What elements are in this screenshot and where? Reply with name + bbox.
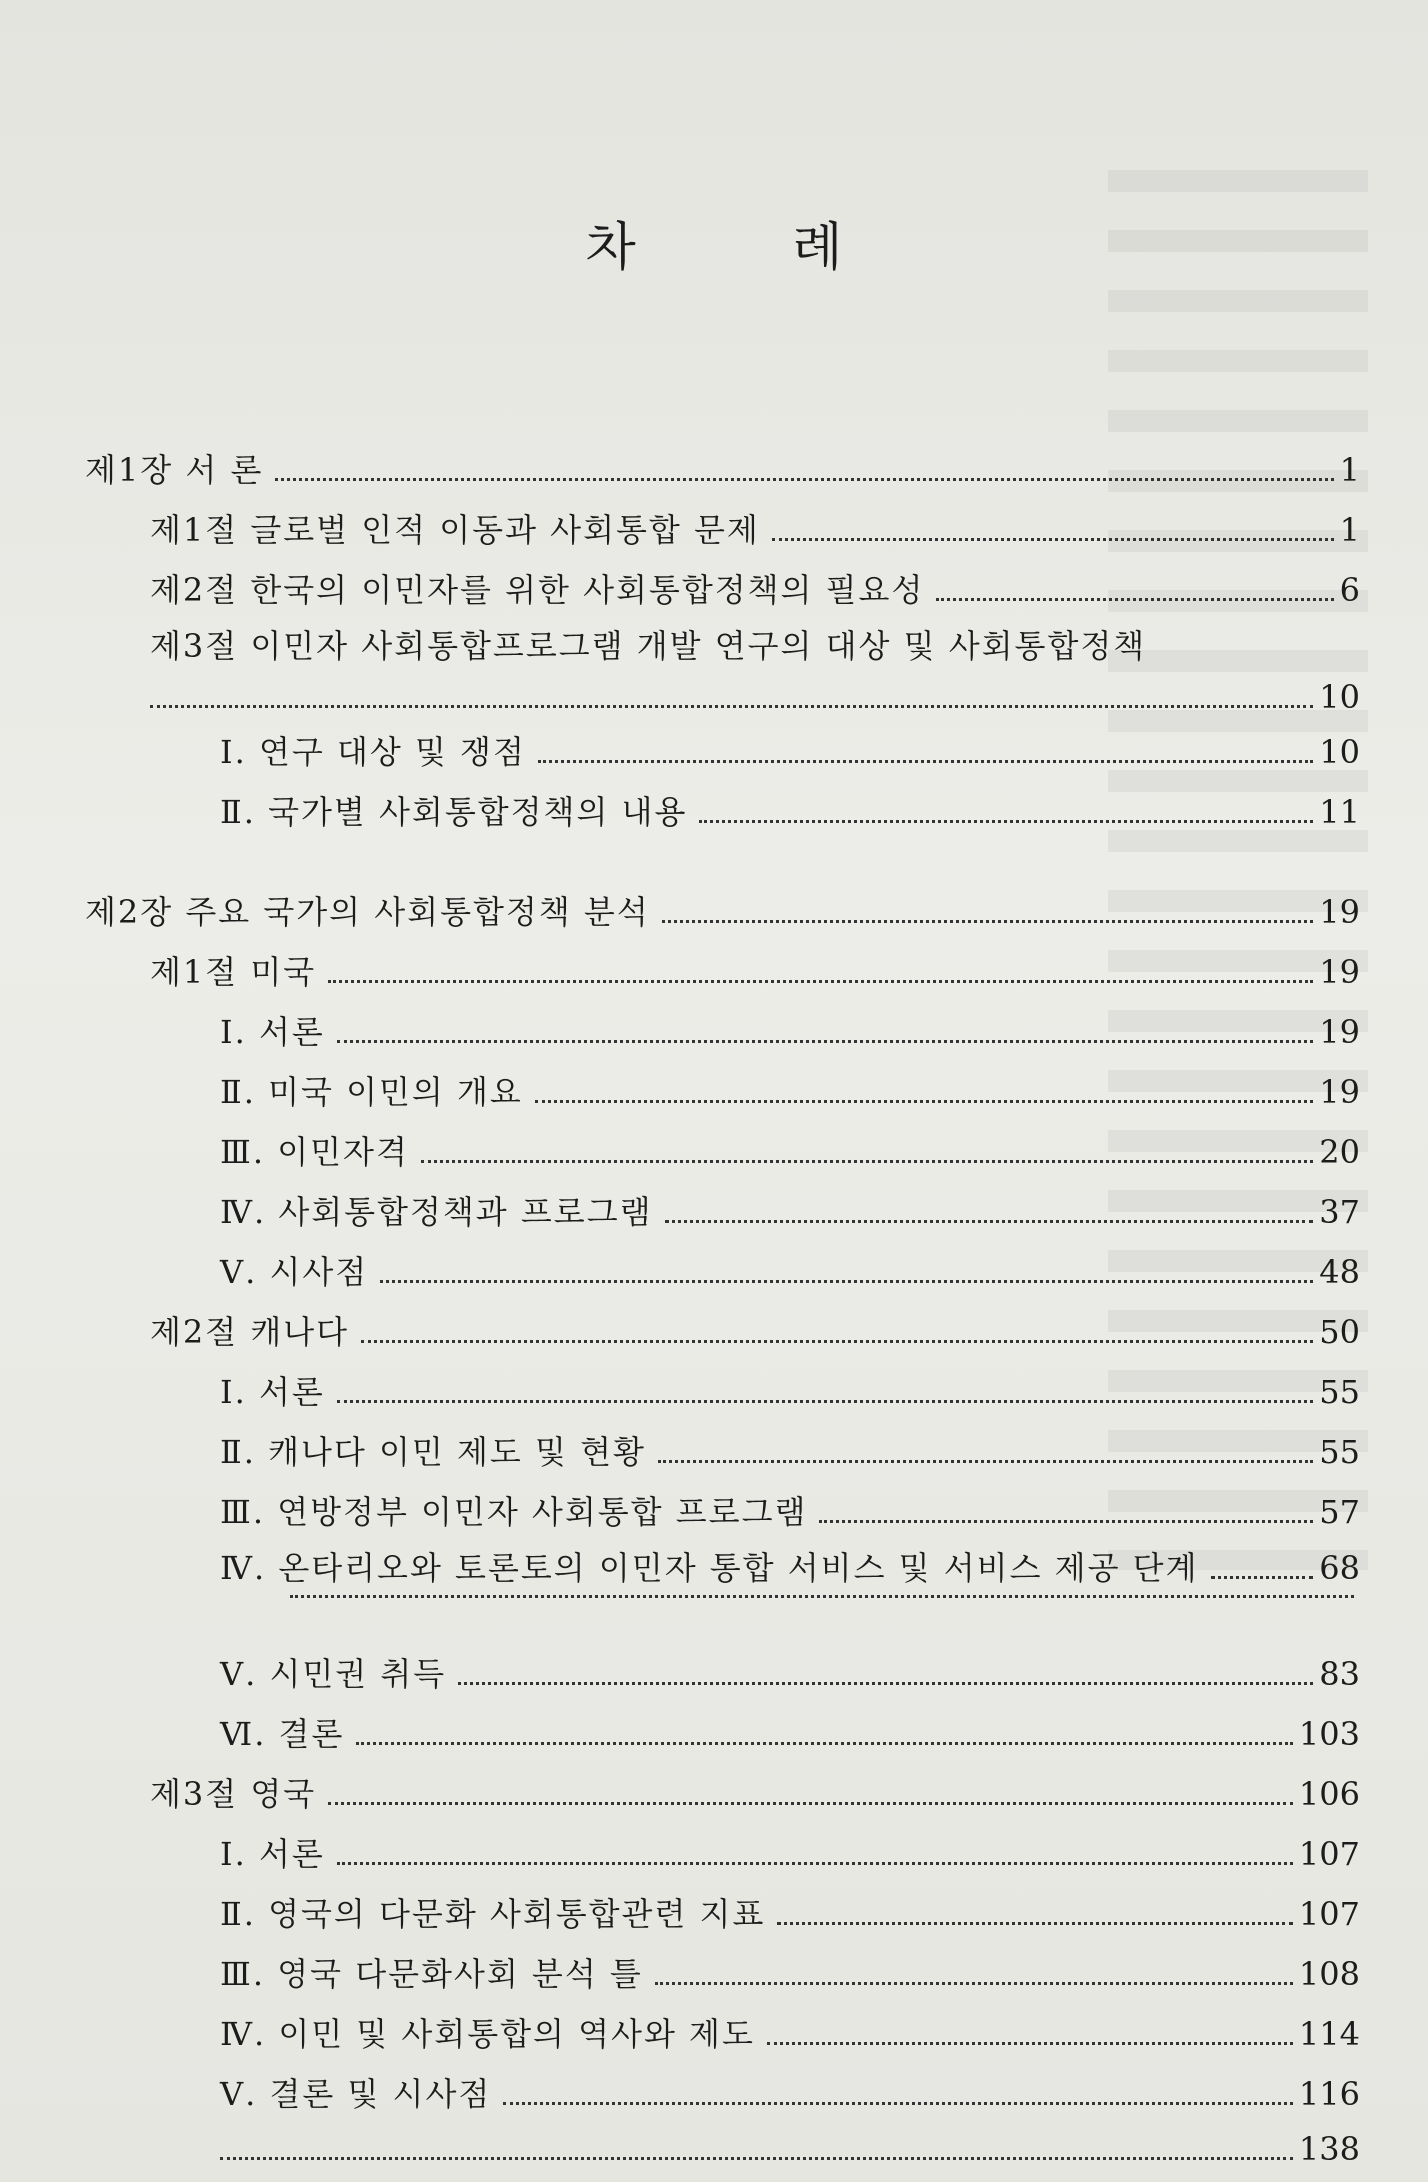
toc-entry-label: 제2장 주요 국가의 사회통합정책 분석 [85,893,650,931]
toc-entry-label: Ⅴ. 시민권 취득 [220,1655,447,1693]
toc-page-number: 116 [1298,2075,1360,2113]
toc-row [85,722,1360,782]
toc-row [85,2064,1360,2124]
dot-leader [535,1099,1313,1103]
toc-page-number: 108 [1298,1955,1360,1993]
dot-leader [380,1279,1313,1283]
toc-entry-label: Ⅱ. 미국 이민의 개요 [220,1073,523,1111]
toc-entry-label: Ⅲ. 이민자격 [220,1133,409,1171]
toc-entry-label: 제1장 서 론 [85,451,264,489]
toc-entry-label: Ⅱ. 캐나다 이민 제도 및 현황 [220,1433,646,1471]
table-of-contents [85,440,1360,2174]
toc-page-number: 114 [1298,2015,1360,2053]
toc-row [85,1764,1360,1824]
toc-entry-label: 제1절 미국 [150,953,317,991]
dot-leader [777,1921,1293,1925]
toc-page-number: 48 [1319,1253,1360,1291]
toc-page-number: 11 [1319,793,1360,831]
toc-row [85,1062,1360,1122]
toc-entry-label: 제2절 한국의 이민자를 위한 사회통합정책의 필요성 [150,571,925,609]
toc-page-number: 103 [1298,1715,1360,1753]
toc-page-number: 20 [1319,1133,1360,1171]
toc-entry-label: Ⅰ. 서론 [220,1013,325,1051]
toc-entry-label: Ⅴ. 시사점 [220,1253,369,1291]
dot-leader [1211,1575,1314,1579]
toc-page-number: 106 [1298,1775,1360,1813]
toc-row [85,560,1360,620]
spacer [85,842,1360,882]
dot-leader [337,1399,1313,1403]
dot-leader [275,477,1333,481]
toc-row [85,1122,1360,1182]
dot-leader [328,979,1313,983]
toc-page-number: 107 [1298,1895,1360,1933]
toc-row [85,1944,1360,2004]
dot-leader [290,1594,1354,1598]
toc-entry-label: 제3절 이민자 사회통합프로그램 개발 연구의 대상 및 사회통합정책 [150,627,1147,665]
toc-row [85,1482,1360,1542]
toc-page-number: 68 [1319,1549,1360,1587]
toc-row-continuation [85,672,1360,722]
toc-page-number: 19 [1319,1013,1360,1051]
dot-leader [767,2041,1293,2045]
dot-leader [655,1981,1293,1985]
dot-leader [328,1801,1293,1805]
toc-entry-label: Ⅲ. 연방정부 이민자 사회통합 프로그램 [220,1493,808,1531]
dot-leader [337,1861,1293,1865]
toc-row [85,782,1360,842]
toc-entry-label: Ⅳ. 이민 및 사회통합의 역사와 제도 [220,2015,755,2053]
dot-leader [361,1339,1313,1343]
dot-leader [819,1519,1313,1523]
toc-entry-label: Ⅰ. 서론 [220,1835,325,1873]
toc-page-number: 55 [1319,1373,1360,1411]
dot-leader [150,704,1313,708]
toc-entry-label: Ⅱ. 영국의 다문화 사회통합관련 지표 [220,1895,766,1933]
toc-row [85,1644,1360,1704]
toc-entry-label: Ⅳ. 온타리오와 토론토의 이민자 통합 서비스 및 서비스 제공 단계 [220,1549,1199,1587]
toc-page-number: 55 [1319,1433,1360,1471]
toc-entry-label: Ⅵ. 결론 [220,1715,345,1753]
toc-page-number: 83 [1319,1655,1360,1693]
dot-leader [503,2101,1293,2105]
toc-row [85,1542,1360,1594]
toc-row [85,1884,1360,1944]
dot-leader [662,919,1314,923]
dot-leader [699,819,1313,823]
dot-leader [458,1681,1313,1685]
toc-entry-label: Ⅴ. 결론 및 시사점 [220,2075,492,2113]
toc-row-continuation [85,2124,1360,2174]
dot-leader [220,2156,1293,2160]
dot-leader [421,1159,1313,1163]
toc-entry-label: Ⅱ. 국가별 사회통합정책의 내용 [220,793,688,831]
toc-row [85,620,1360,672]
toc-page-number: 10 [1319,733,1360,771]
toc-page-number: 1 [1339,451,1360,489]
toc-page-number: 6 [1339,571,1360,609]
toc-page-number: 19 [1319,953,1360,991]
toc-page-number: 138 [1298,2130,1360,2168]
toc-entry-label: 제1절 글로벌 인적 이동과 사회통합 문제 [150,511,760,549]
toc-entry-label: Ⅰ. 연구 대상 및 쟁점 [220,733,526,771]
toc-row [85,1824,1360,1884]
dot-leader [772,537,1334,541]
toc-row [85,882,1360,942]
toc-page-number: 107 [1298,1835,1360,1873]
toc-entry-label: Ⅰ. 서론 [220,1373,325,1411]
toc-page-number: 1 [1339,511,1360,549]
dot-leader [356,1741,1293,1745]
dot-leader [665,1219,1314,1223]
toc-row [85,2004,1360,2064]
toc-row [85,1002,1360,1062]
toc-entry-label: 제3절 영국 [150,1775,317,1813]
dot-leader [337,1039,1313,1043]
toc-entry-label: Ⅲ. 영국 다문화사회 분석 틀 [220,1955,643,1993]
toc-entry-label: Ⅳ. 사회통합정책과 프로그램 [220,1193,653,1231]
toc-page-number: 10 [1319,678,1360,716]
toc-page-number: 19 [1319,893,1360,931]
toc-page-number: 19 [1319,1073,1360,1111]
toc-page-number: 57 [1319,1493,1360,1531]
toc-entry-label: 제2절 캐나다 [150,1313,350,1351]
toc-row [85,1362,1360,1422]
toc-row [85,440,1360,500]
toc-row [85,1302,1360,1362]
toc-page-number: 37 [1319,1193,1360,1231]
toc-page-number: 50 [1319,1313,1360,1351]
toc-row [85,942,1360,1002]
dot-leader [658,1459,1313,1463]
toc-row [85,1242,1360,1302]
dot-leader [936,597,1333,601]
toc-row [85,1182,1360,1242]
toc-row [85,1422,1360,1482]
toc-row [85,500,1360,560]
toc-row [85,1704,1360,1764]
page-title: 차 례 [585,218,913,278]
dot-leader [538,759,1313,763]
toc-row-continuation [85,1594,1360,1644]
